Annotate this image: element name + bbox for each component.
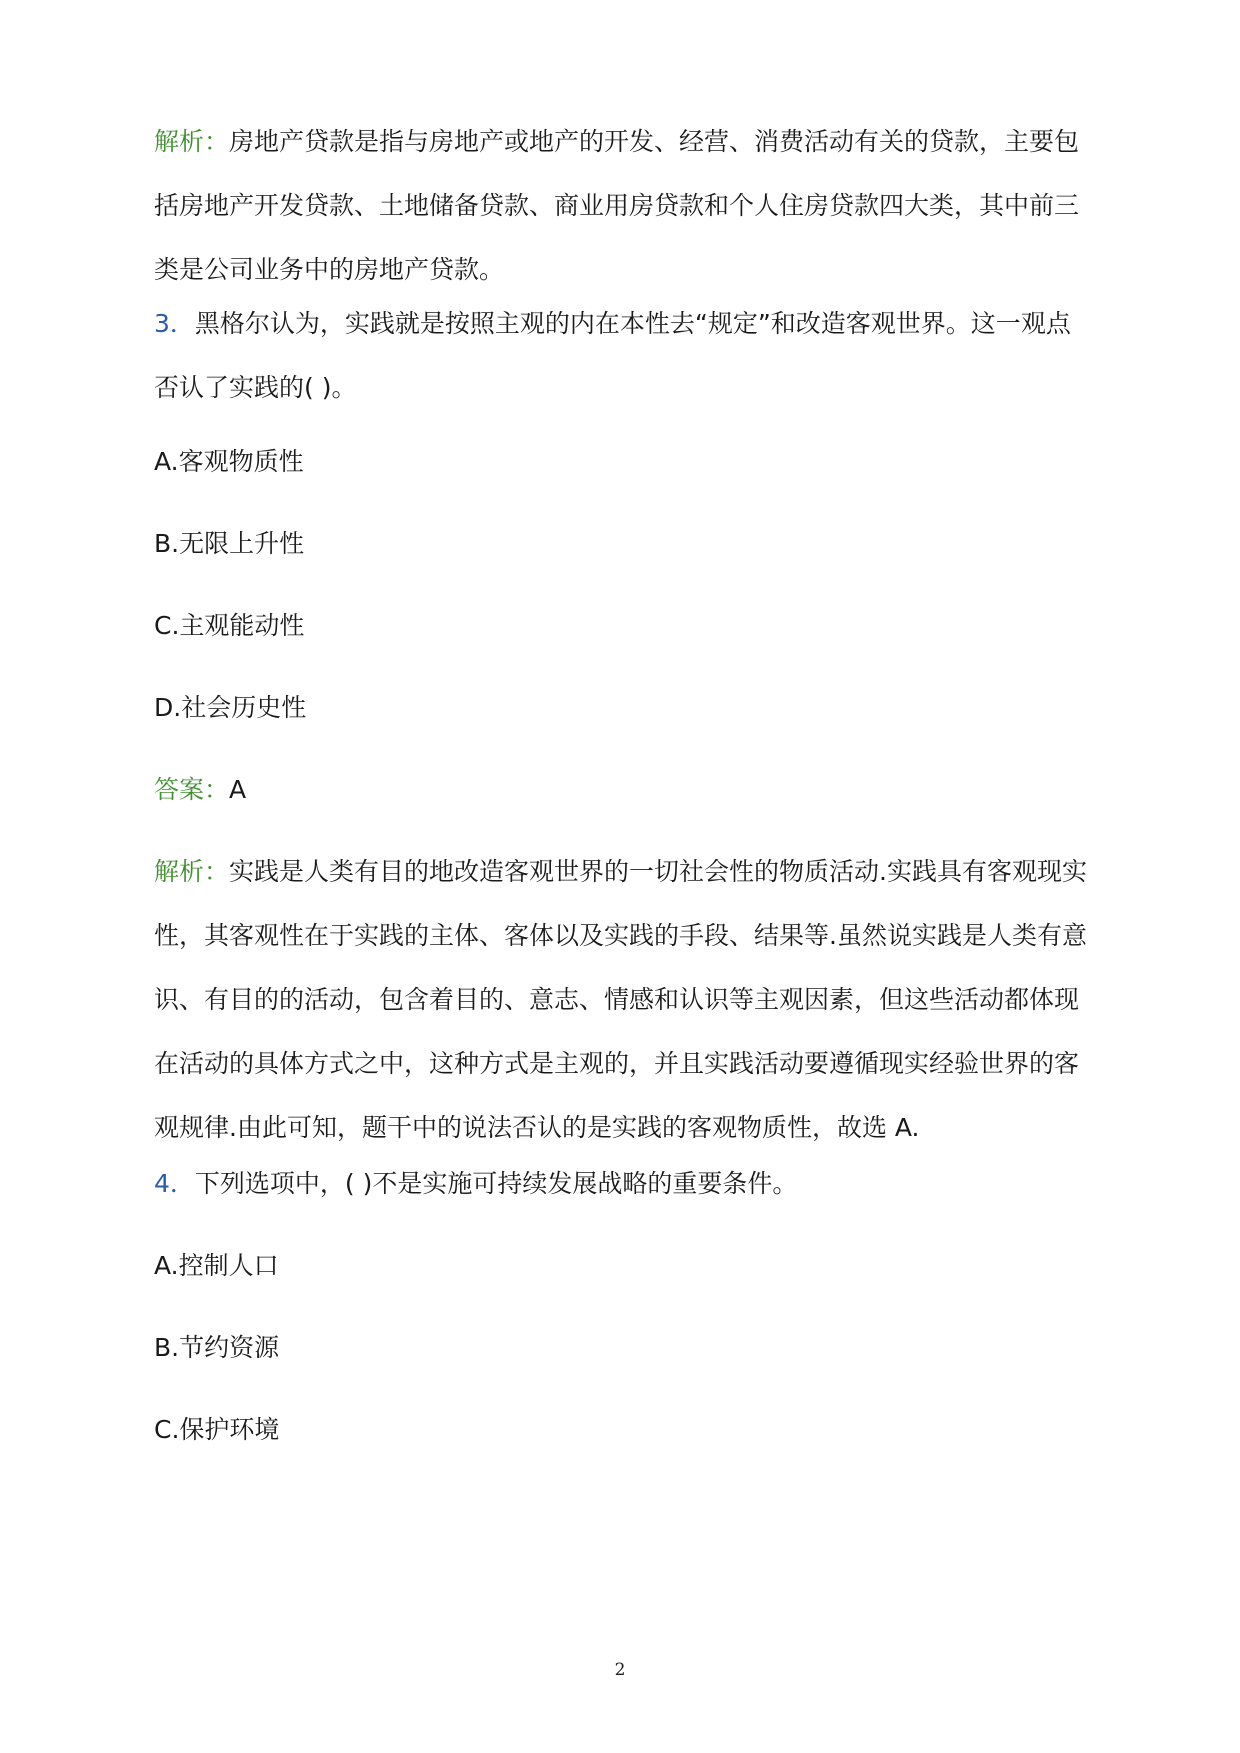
page-number: 2 xyxy=(614,1660,626,1680)
analysis-label: 解析： xyxy=(154,127,230,156)
option-a: A.客观物质性 xyxy=(154,447,304,476)
analysis-q3 xyxy=(154,840,1094,1160)
option-a: A.控制人口 xyxy=(154,1251,279,1280)
question-number: 3． xyxy=(154,309,195,338)
question-text: 下列选项中，( )不是实施可持续发展战略的重要条件。 xyxy=(194,1169,798,1198)
analysis-text: 房地产贷款是指与房地产或地产的开发、经营、消费活动有关的贷款，主要包括房地产开发贷款、土地储备贷款、商业用房贷款和个人住房贷款四大类，其中前三类是公司业务中的房地产贷款。 xyxy=(154,127,1080,284)
option-c: C.保护环境 xyxy=(154,1415,280,1444)
analysis-previous xyxy=(154,110,1094,302)
answer-label: 答案： xyxy=(154,775,230,804)
answer-value: A xyxy=(229,775,247,804)
answer xyxy=(154,758,1094,822)
option-b: B.节约资源 xyxy=(154,1333,280,1362)
option-d: D.社会历史性 xyxy=(154,693,307,722)
question-number: 4． xyxy=(154,1169,195,1198)
analysis-text: 实践是人类有目的地改造客观世界的一切社会性的物质活动.实践具有客观现实性，其客观性在于实践的主体、客体以及实践的手段、结果等.虽然说实践是人类有意识、有目的的活动，包含着目的、意志、情感和认识等主观因素，但这些活动都体现在活动的具体方式之中，这种方式是主观的，并且实践活动要遵循现实经验世界的客观规律.由此可知，题干中的说法否认的是实践的客观物质性，故选 A. xyxy=(154,857,1087,1142)
question-3 xyxy=(154,292,1094,420)
question-4 xyxy=(154,1152,1094,1216)
option-b: B.无限上升性 xyxy=(154,529,305,558)
option-c: C.主观能动性 xyxy=(154,611,305,640)
question-text: 黑格尔认为，实践就是按照主观的内在本性去“规定”和改造客观世界。这一观点否认了实践的( )。 xyxy=(154,309,1071,402)
analysis-label: 解析： xyxy=(154,857,230,886)
